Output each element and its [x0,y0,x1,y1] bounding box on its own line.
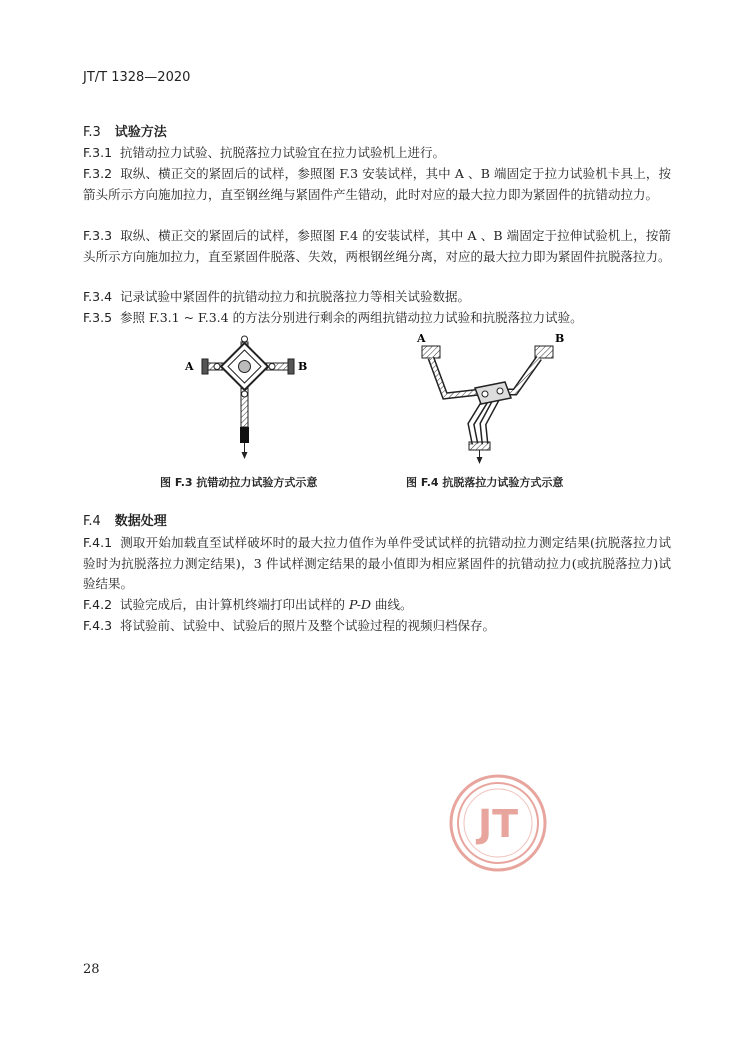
section-title: 数据处理 [114,514,167,529]
clause-number: F.3.5 [83,310,113,325]
clause-number: F.3.2 [83,166,113,181]
clause-f35 [83,308,671,329]
clause-text: 记录试验中紧固件的抗错动拉力和抗脱落拉力等相关试验数据。 [120,289,471,304]
figure-f4-label-a: A [417,332,426,345]
figure-f3-diagram [170,330,330,465]
watermark-text: JT [477,802,519,846]
clause-text: 抗错动拉力试验、抗脱落拉力试验宜在拉力试验机上进行。 [120,145,446,160]
curve-name: P-D [349,597,372,612]
clause-number: F.4.2 [83,597,113,612]
clause-text: 取纵、横正交的紧固后的试样，参照图 F.3 安装试样，其中 A 、B 端固定于拉力试验机卡具上，按箭头所示方向施加拉力，直至钢丝绳与紧固件产生错动，此时对应的最大拉力即为紧固件的抗错动拉力。 [83,166,671,202]
clause-f31 [83,143,671,164]
clause-text: 取纵、横正交的紧固后的试样，参照图 F.4 的安装试样，其中 A 、B 端固定于拉伸试验机上，按箭头所示方向施加拉力，直至紧固件脱落、失效，两根钢丝绳分离，对应的最大拉力即为紧固件抗脱落拉力。 [83,228,671,264]
clause-number: F.4.3 [83,618,113,633]
section-heading-f4 [83,510,167,529]
clause-text: 测取开始加载直至试样破坏时的最大拉力值作为单件受试试样的抗错动拉力测定结果(抗脱落拉力试验时为抗脱落拉力测定结果)，3 件试样测定结果的最小值即为相应紧固件的抗错动拉力(或抗脱落拉力)试验结果。 [83,535,671,591]
clause-text: 试验完成后，由计算机终端打印出试样的 [120,597,350,612]
clause-number: F.3.3 [83,228,113,243]
clause-text-end: 曲线。 [371,597,413,612]
section-number: F.3 [83,125,101,140]
clause-f43 [83,616,671,637]
section-number: F.4 [83,514,101,529]
clause-text: 参照 F.3.1 ~ F.3.4 的方法分别进行剩余的两组抗错动拉力试验和抗脱落拉力试验。 [120,310,583,325]
clause-f32 [83,164,671,205]
jt-watermark-seal [448,773,548,873]
clause-f34 [83,287,671,308]
figure-f3-label-a: A [185,360,194,373]
clause-text: 将试验前、试验中、试验后的照片及整个试验过程的视频归档保存。 [120,618,496,633]
figure-f3-label-b: B [298,360,308,373]
clause-f33 [83,226,671,267]
section-heading-f3 [83,121,167,140]
figure-f4-diagram [405,328,575,468]
figure-f4-caption: 图 F.4 抗脱落拉力试验方式示意 [406,476,564,489]
figure-f4-label-b: B [555,332,565,345]
clause-f41 [83,533,671,595]
figure-f3-caption: 图 F.3 抗错动拉力试验方式示意 [160,476,318,489]
section-title: 试验方法 [114,125,167,140]
clause-number: F.3.4 [83,289,113,304]
clause-number: F.4.1 [83,535,113,550]
page-number: 28 [83,962,100,977]
clause-f42 [83,595,671,616]
clause-number: F.3.1 [83,145,113,160]
standard-number: JT/T 1328—2020 [83,70,191,85]
